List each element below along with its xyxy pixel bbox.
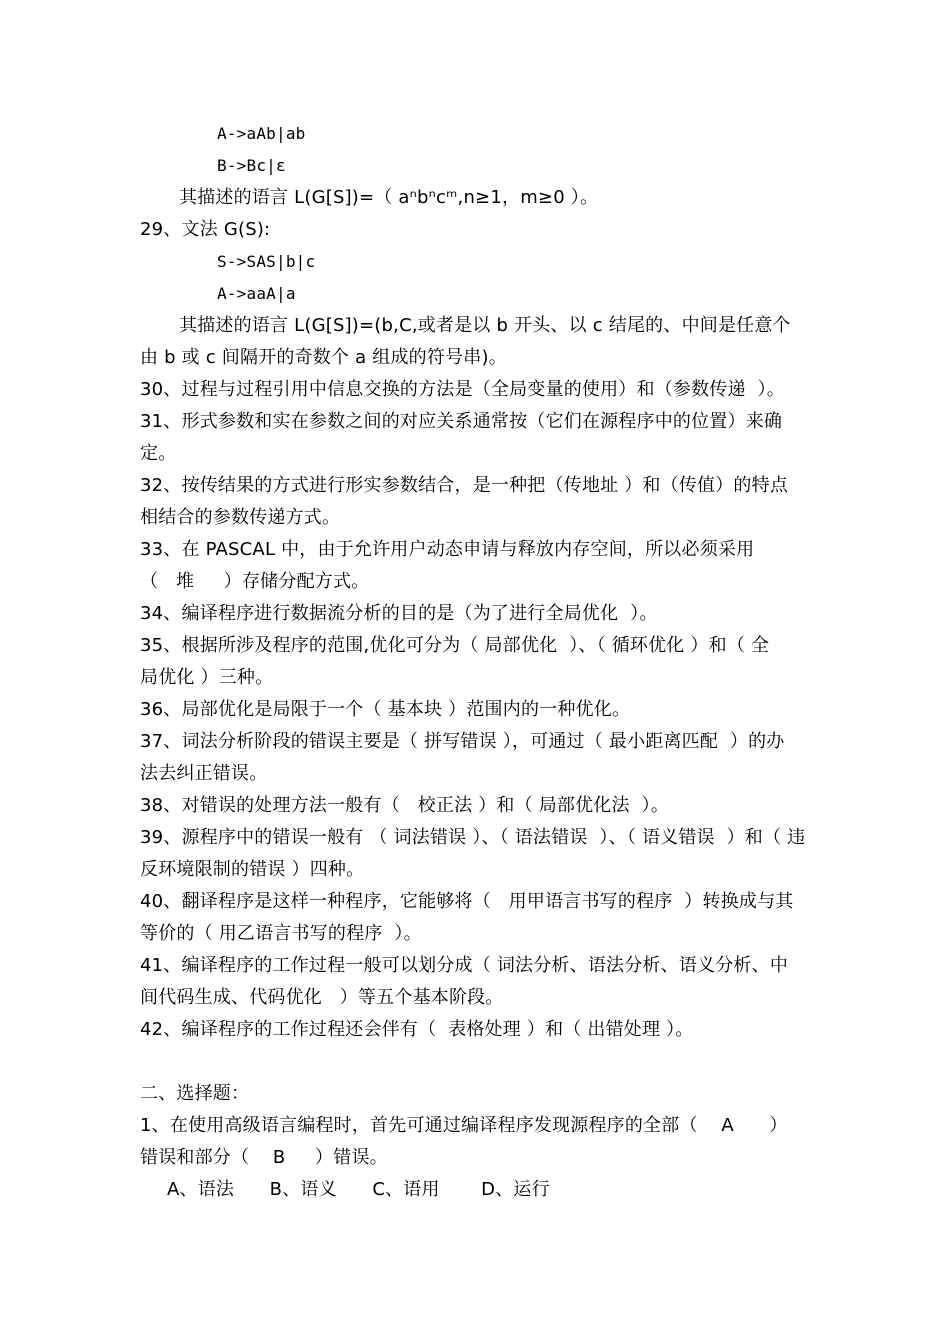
question-29-rule-s: S->SAS|b|c xyxy=(217,252,316,271)
grammar-language: 其描述的语言 L(G[S])=（ aⁿbⁿcᵐ,n≥1，m≥0 ）。 xyxy=(179,187,599,208)
fill-in-line: 相结合的参数传递方式。 xyxy=(140,507,341,528)
choice-question-1-line-2: 错误和部分（ B ）错误。 xyxy=(140,1147,388,1168)
fill-in-line: 40、翻译程序是这样一种程序，它能够将（ 用甲语言书写的程序 ）转换成与其 xyxy=(140,891,794,912)
fill-in-line: 32、按传结果的方式进行形实参数结合，是一种把（传地址 ）和（传值）的特点 xyxy=(140,475,789,496)
fill-in-line: （ 堆 ）存储分配方式。 xyxy=(140,571,370,592)
question-29-title: 29、文法 G(S): xyxy=(140,219,271,240)
fill-in-line: 30、过程与过程引用中信息交换的方法是（全局变量的使用）和（参数传递 ）。 xyxy=(140,379,785,400)
fill-in-line: 33、在 PASCAL 中，由于允许用户动态申请与释放内存空间，所以必须采用 xyxy=(140,539,755,560)
fill-in-line: 反环境限制的错误 ）四种。 xyxy=(140,859,365,880)
choice-question-1-options: A、语法 B、语义 C、语用 D、运行 xyxy=(167,1179,550,1200)
question-29-desc-2: 由 b 或 c 间隔开的奇数个 a 组成的符号串)。 xyxy=(140,347,507,368)
question-29-desc-1: 其描述的语言 L(G[S])=(b,C,或者是以 b 开头、以 c 结尾的、中间是任意个 xyxy=(179,315,791,336)
fill-in-line: 38、对错误的处理方法一般有（ 校正法 ）和（ 局部优化法 ）。 xyxy=(140,795,669,816)
fill-in-line: 37、词法分析阶段的错误主要是（ 拼写错误 ），可通过（ 最小距离匹配 ）的办 xyxy=(140,731,785,752)
fill-in-line: 局优化 ）三种。 xyxy=(140,667,274,688)
fill-in-line: 42、编译程序的工作过程还会伴有（ 表格处理 ）和（ 出错处理 ）。 xyxy=(140,1019,694,1040)
grammar-rule-b: B->Bc|ε xyxy=(217,156,286,175)
choice-question-1-line-1: 1、在使用高级语言编程时，首先可通过编译程序发现源程序的全部（ A ） xyxy=(140,1115,788,1136)
fill-in-line: 36、局部优化是局限于一个（ 基本块 ）范围内的一种优化。 xyxy=(140,699,631,720)
question-29-rule-a: A->aaA|a xyxy=(217,284,296,303)
fill-in-line: 法去纠正错误。 xyxy=(140,763,268,784)
fill-in-line: 间代码生成、代码优化 ）等五个基本阶段。 xyxy=(140,987,504,1008)
fill-in-line: 定。 xyxy=(140,443,177,464)
fill-in-line: 31、形式参数和实在参数之间的对应关系通常按（它们在源程序中的位置）来确 xyxy=(140,411,783,432)
grammar-rule-a: A->aAb|ab xyxy=(217,124,306,143)
fill-in-line: 41、编译程序的工作过程一般可以划分成（ 词法分析、语法分析、语义分析、中 xyxy=(140,955,789,976)
fill-in-line: 35、根据所涉及程序的范围,优化可分为（ 局部优化 ）、（ 循环优化 ）和（ 全 xyxy=(140,635,770,656)
fill-in-line: 34、编译程序进行数据流分析的目的是（为了进行全局优化 ）。 xyxy=(140,603,658,624)
fill-in-line: 等价的（ 用乙语言书写的程序 ）。 xyxy=(140,923,422,944)
section-2-heading: 二、选择题： xyxy=(140,1083,250,1104)
fill-in-line: 39、源程序中的错误一般有 （ 词法错误 ）、（ 语法错误 ）、（ 语义错误 ）和（ 违 xyxy=(140,827,806,848)
